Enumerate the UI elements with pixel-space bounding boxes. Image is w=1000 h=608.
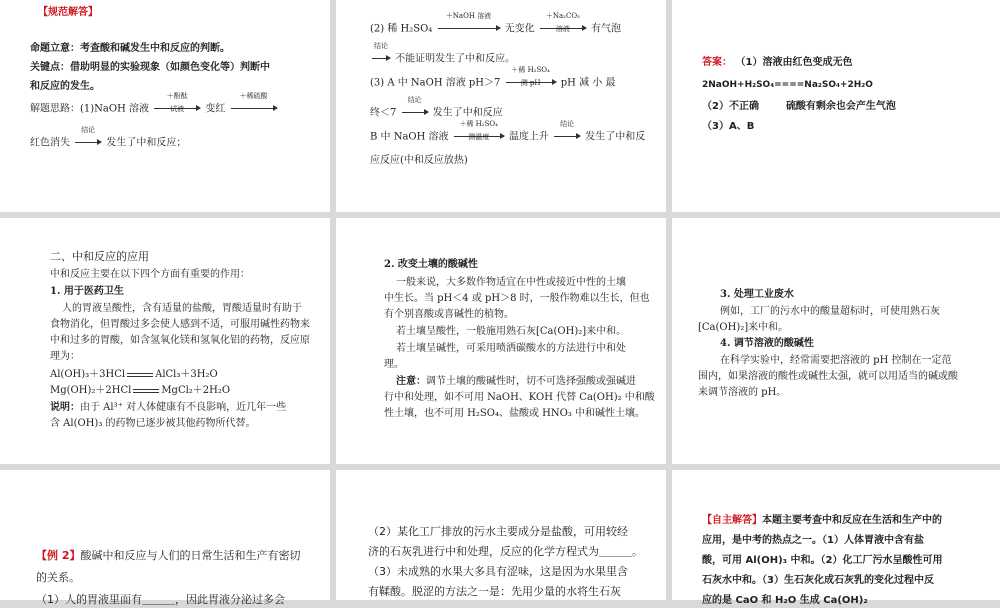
text-line: 中和反应主要在以下四个方面有重要的作用：	[50, 269, 250, 280]
text-line: 中和过多的胃酸，如含氢氧化镁和氢氧化铝的药物，反应原	[50, 335, 310, 346]
reaction-line	[370, 42, 516, 67]
text-segment: B 中 NaOH 溶液	[370, 131, 449, 143]
text-segment: 不能证明发生了中和反应。	[395, 53, 516, 65]
slide-6	[672, 218, 1000, 464]
text-segment: （2）不正确	[702, 101, 759, 112]
answer-line	[702, 514, 942, 528]
text-line: 例如，工厂的污水中的酸量超标时，可使用熟石灰	[720, 306, 940, 317]
answer-line	[702, 56, 852, 70]
text-line: 和反应的发生。	[30, 81, 100, 92]
arrow-label: 溶液	[555, 25, 570, 33]
note-line	[396, 375, 636, 389]
text-line: 有鞣酸。脱涩的方法之一是：先用少量的水将生石灰	[368, 585, 621, 598]
arrow-label: ＋Na₂CO₃	[545, 12, 580, 20]
text-segment: 由于 Al³⁺ 对人体健康有不良影响，近几年一些	[80, 402, 287, 413]
slide-1	[0, 0, 330, 212]
equals-sign	[133, 389, 159, 393]
text-line: 理为：	[50, 351, 80, 362]
text-line: 理。	[384, 359, 404, 370]
equation	[50, 368, 218, 382]
text-line: 围内，如果溶液的酸性或碱性太强，就可以用适当的碱或酸	[698, 371, 958, 382]
text-segment: Al(OH)₃＋3HCl	[50, 369, 126, 380]
note-label: 注意：	[396, 376, 426, 387]
slide-5	[336, 218, 666, 464]
text-segment: 发生了中和反应	[432, 107, 503, 119]
arrow-label: 测温度	[468, 133, 490, 141]
reaction-arrow	[370, 42, 392, 66]
text-line: 中生长。当 pH＜4 或 pH＞8 时，一般作物难以生长，但也	[384, 293, 650, 304]
reaction-arrow	[400, 96, 430, 120]
reaction-line	[370, 120, 646, 145]
reaction-arrow	[552, 120, 582, 144]
arrow-label: 结论	[81, 126, 96, 134]
text-segment: 有气泡	[591, 23, 622, 35]
text-line: 应的是 CaO 和 H₂O 生成 Ca(OH)₂	[702, 595, 868, 606]
answer-line	[702, 100, 896, 114]
text-segment: （1）溶液由红色变成无色	[735, 57, 853, 68]
equation	[50, 384, 230, 398]
text-segment: 发生了中和反应；	[106, 137, 187, 149]
arrow-label: 结论	[407, 96, 422, 104]
slide-3	[672, 0, 1000, 212]
text-line: 一般来说，大多数作物适宜在中性或接近中性的土壤	[396, 277, 626, 288]
text-line: 石灰水中和。（3）生石灰化成石灰乳的变化过程中反	[702, 575, 934, 586]
text-segment: (3) A 中 NaOH 溶液 pH＞7	[370, 77, 501, 89]
reaction-arrow	[452, 120, 506, 144]
text-segment: 无变化	[504, 23, 535, 35]
text-segment: Mg(OH)₂＋2HCl	[50, 385, 132, 396]
answer-header: 【规范解答】	[38, 7, 98, 18]
text-segment: 硫酸有剩余也会产生气泡	[785, 101, 896, 112]
equals-sign	[127, 373, 153, 377]
text-segment: 酸碱中和反应与人们的日常生活和生产有密切	[80, 549, 301, 562]
reaction-line	[370, 96, 503, 121]
reaction-line	[370, 66, 616, 91]
arrow-label: ＋稀硫酸	[239, 92, 268, 100]
section-title: 二、中和反应的应用	[50, 250, 149, 263]
answer-line: （3）A、B	[702, 121, 755, 132]
note-line	[50, 401, 286, 415]
text-line: 有个别喜酸或喜碱性的植物。	[384, 309, 514, 320]
reaction-arrow	[152, 92, 202, 116]
text-segment: 温度上升	[508, 131, 549, 143]
arrow-label: ＋稀 H₂SO₄	[511, 66, 550, 74]
text-segment: 本题主要考查中和反应在生活和生产中的	[762, 515, 942, 526]
arrow-label: 结论	[374, 42, 388, 50]
section-title: 4. 调节溶液的酸碱性	[720, 338, 814, 349]
text-line: 关键点：借助明显的实验现象（如颜色变化等）判断中	[30, 62, 270, 73]
text-segment: 红色消失	[30, 137, 70, 149]
reaction-arrow	[504, 66, 558, 90]
answer-header: 【自主解答】	[702, 515, 762, 526]
sub-title: 1. 用于医药卫生	[50, 286, 124, 297]
text-segment: pH 减 小 最	[560, 77, 616, 89]
text-segment: 发生了中和反	[585, 131, 646, 143]
slide-7	[0, 470, 330, 606]
slide-8	[336, 470, 666, 600]
reaction-arrow	[436, 12, 502, 36]
arrow-label: ＋NaOH 溶液	[445, 12, 492, 20]
note-label: 说明：	[50, 402, 80, 413]
text-segment: 终＜7	[370, 107, 397, 119]
text-segment: MgCl₂＋2H₂O	[161, 385, 231, 396]
text-line: （1）人的胃液里面有＿＿＿，因此胃液分泌过多会	[36, 593, 285, 606]
answer-label: 答案：	[702, 57, 732, 68]
text-segment: AlCl₃＋3H₂O	[155, 369, 218, 380]
reaction-arrow	[229, 92, 279, 116]
text-line: 命题立意：考查酸和碱发生中和反应的判断。	[30, 43, 230, 54]
text-line: 性土壤，也不可用 H₂SO₄、盐酸或 HNO₃ 中和碱性土壤。	[384, 408, 646, 419]
example-line	[36, 548, 300, 563]
text-line: 若土壤呈碱性，可采用喷洒碳酸水的方法进行中和处	[396, 343, 626, 354]
answer-equation: 2NaOH+H₂SO₄====Na₂SO₄+2H₂O	[702, 80, 873, 90]
text-line: 在科学实验中，经常需要把溶液的 pH 控制在一定范	[720, 355, 952, 366]
text-line: 应反应(中和反应放热)	[370, 155, 468, 166]
arrow-label: 试液	[170, 105, 185, 113]
text-segment: 调节土壤的酸碱性时，切不可选择强酸或强碱进	[426, 376, 636, 387]
text-line: 酸，可用 Al(OH)₃ 中和。（2）化工厂污水呈酸性可用	[702, 555, 943, 566]
text-line: [Ca(OH)₂]来中和。	[698, 322, 789, 333]
text-line: 济的石灰乳进行中和处理，反应的化学方程式为＿＿＿。	[368, 545, 643, 558]
arrow-label: ＋稀 H₂SO₄	[459, 120, 498, 128]
text-line: 含 Al(OH)₃ 的药物已逐步被其他药物所代替。	[50, 418, 256, 429]
text-segment: 解题思路：(1)NaOH 溶液	[30, 103, 149, 115]
section-title: 3. 处理工业废水	[720, 289, 794, 300]
text-line: 食物消化，但胃酸过多会使人感到不适，可服用碱性药物来	[50, 319, 310, 330]
example-label: 【例 2】	[36, 549, 81, 562]
slide-2	[336, 0, 666, 212]
reaction-line	[30, 92, 279, 117]
reaction-arrow	[73, 126, 103, 150]
text-line: （3）未成熟的水果大多具有涩味，这是因为水果里含	[368, 565, 628, 578]
text-segment: 变红	[205, 103, 226, 115]
text-line: 来调节溶液的 pH。	[698, 387, 787, 398]
reaction-line	[370, 12, 622, 37]
text-line: 若土壤呈酸性，一般施用熟石灰[Ca(OH)₂]来中和。	[396, 326, 627, 337]
text-segment: (2) 稀 H₂SO₄	[370, 23, 433, 35]
section-title: 2. 改变土壤的酸碱性	[384, 259, 478, 270]
text-line: 行中和处理，如不可用 NaOH、KOH 代替 Ca(OH)₂ 中和酸	[384, 392, 655, 403]
slide-4	[0, 218, 330, 464]
text-line: 应用，是中考的热点之一。（1）人体胃液中含有盐	[702, 535, 924, 546]
arrow-label: ＋酚酞	[166, 92, 188, 100]
slide-9	[672, 470, 1000, 606]
text-line: 的关系。	[36, 571, 80, 584]
arrow-label: 测 pH	[520, 79, 541, 87]
text-line: （2）某化工厂排放的污水主要成分是盐酸，可用较经	[368, 525, 628, 538]
text-line: 人的胃液呈酸性，含有适量的盐酸，胃酸适量时有助于	[62, 303, 302, 314]
arrow-label: 结论	[560, 120, 575, 128]
reaction-line	[30, 126, 187, 151]
reaction-arrow	[538, 12, 588, 36]
